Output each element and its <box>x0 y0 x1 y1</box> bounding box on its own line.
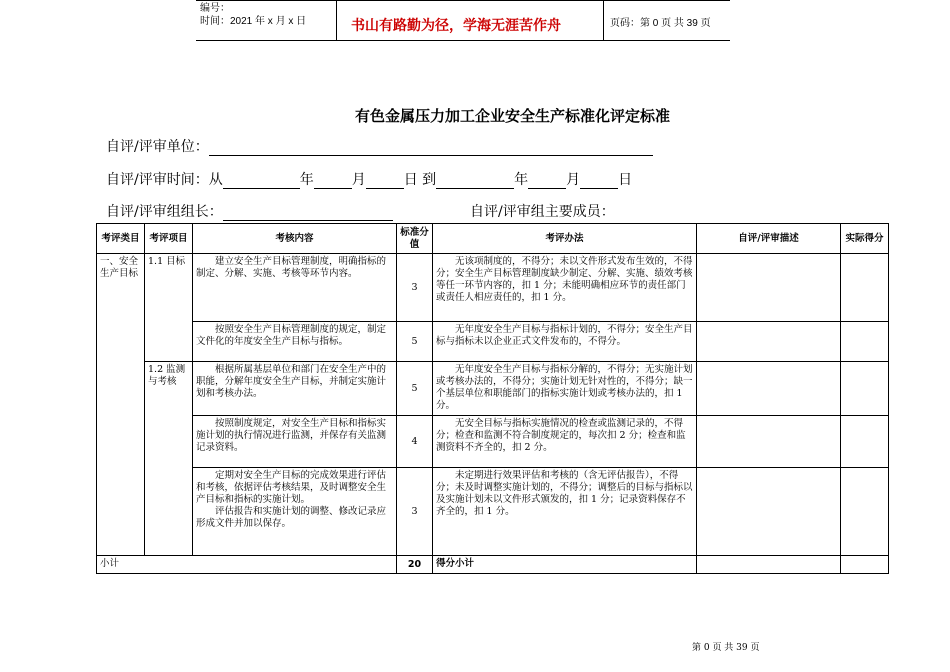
time-to-month-blank[interactable] <box>528 172 566 189</box>
header-content: 考核内容 <box>193 224 397 254</box>
desc-cell[interactable] <box>697 254 841 322</box>
method-cell: 无安全目标与指标实施情况的检查或监测记录的，不得分；检查和监测不符合制度规定的，每次扣 2 分；检查和监测资料不齐全的，扣 2 分。 <box>433 416 697 468</box>
header-item: 考评项目 <box>145 224 193 254</box>
document-title: 有色金属压力加工企业安全生产标准化评定标准 <box>355 107 671 125</box>
header-code: 编号： <box>200 3 230 14</box>
content-cell: 建立安全生产目标管理制度，明确指标的制定、分解、实施、考核等环节内容。 <box>193 254 397 322</box>
members-label: 自评/评审组主要成员： <box>470 204 615 220</box>
subtotal-method: 得分小计 <box>433 556 697 574</box>
subtotal-desc[interactable] <box>697 556 841 574</box>
content-cell: 按照制度规定，对安全生产目标和指标实施计划的执行情况进行监测，并保存有关监测记录资料。 <box>193 416 397 468</box>
header-score: 标准分值 <box>397 224 433 254</box>
item-cell-2: 1.2 监测与考核 <box>145 362 193 556</box>
time-year2: 年 <box>514 172 529 188</box>
unit-blank[interactable] <box>209 139 653 156</box>
unit-line <box>106 138 653 156</box>
time-label: 自评/评审时间：从 <box>106 172 223 188</box>
header-motto: 书山有路勤为径，学海无涯苦作舟 <box>351 18 561 34</box>
time-line <box>106 171 632 189</box>
method-cell: 无年度安全生产目标与指标分解的，不得分；无实施计划或考核办法的，不得分；实施计划无针对性的，不得分；缺一个基层单位和职能部门的指标实施计划或考核办法的，扣 1 分。 <box>433 362 697 416</box>
desc-cell[interactable] <box>697 322 841 362</box>
score-cell: 4 <box>397 416 433 468</box>
score-cell: 3 <box>397 254 433 322</box>
content-text-2: 评估报告和实施计划的调整、修改记录应形成文件并加以保存。 <box>196 506 387 529</box>
content-cell: 按照安全生产目标管理制度的规定，制定文件化的年度安全生产目标与指标。 <box>193 322 397 362</box>
footer-page: 第 0 页 共 39 页 <box>692 643 760 653</box>
subtotal-score: 20 <box>397 556 433 574</box>
leader-label: 自评/评审组组长： <box>106 204 223 220</box>
subtotal-label: 小计 <box>97 556 397 574</box>
table-row <box>97 468 889 556</box>
category-cell: 一、安全生产目标 <box>97 254 145 556</box>
members-line <box>470 203 615 221</box>
time-month1: 月 <box>351 172 366 188</box>
time-from-day-blank[interactable] <box>366 172 404 189</box>
actual-cell[interactable] <box>841 322 889 362</box>
unit-label: 自评/评审单位： <box>106 139 209 155</box>
time-to-day-blank[interactable] <box>580 172 618 189</box>
header-page: 页码：第 0 页 共 39 页 <box>610 18 711 29</box>
time-from-year-blank[interactable] <box>223 172 300 189</box>
score-cell: 5 <box>397 362 433 416</box>
header-top-line <box>196 0 730 1</box>
header-desc: 自评/评审描述 <box>697 224 841 254</box>
time-day1: 日 <box>403 172 418 188</box>
item-cell-1: 1.1 目标 <box>145 254 193 362</box>
score-cell: 3 <box>397 468 433 556</box>
header-time: 时间：2021 年 x 月 x 日 <box>200 16 307 27</box>
score-cell: 5 <box>397 322 433 362</box>
header-divider-left <box>336 0 337 40</box>
time-day2: 日 <box>618 172 633 188</box>
time-month2: 月 <box>566 172 581 188</box>
header-method: 考评办法 <box>433 224 697 254</box>
time-year1: 年 <box>299 172 314 188</box>
actual-cell[interactable] <box>841 254 889 322</box>
actual-cell[interactable] <box>841 468 889 556</box>
method-cell: 未定期进行效果评估和考核的（含无评估报告），不得分；未及时调整实施计划的，不得分；调整后的目标与指标以及实施计划未以文件形式颁发的，扣 1 分；记录资料保存不齐全的，扣 1 分。 <box>433 468 697 556</box>
content-cell <box>193 468 397 556</box>
leader-line <box>106 203 393 221</box>
time-to-year-blank[interactable] <box>436 172 514 189</box>
content-text-1: 定期对安全生产目标的完成效果进行评估和考核，依据评估考核结果，及时调整安全生产目标和指标的实施计划。 <box>196 470 387 505</box>
table-row <box>97 322 889 362</box>
desc-cell[interactable] <box>697 362 841 416</box>
desc-cell[interactable] <box>697 416 841 468</box>
subtotal-actual[interactable] <box>841 556 889 574</box>
actual-cell[interactable] <box>841 362 889 416</box>
table-row <box>97 416 889 468</box>
content-cell: 根据所属基层单位和部门在安全生产中的职能，分解年度安全生产目标，并制定实施计划和考核办法。 <box>193 362 397 416</box>
table-row <box>97 362 889 416</box>
time-from-month-blank[interactable] <box>314 172 352 189</box>
desc-cell[interactable] <box>697 468 841 556</box>
table-header-row <box>97 224 889 254</box>
method-cell: 无该项制度的，不得分；未以文件形式发布生效的，不得分；安全生产目标管理制度缺少制定、分解、实施、绩效考核等任一环节内容的，扣 1 分；未能明确相应环节的责任部门或责任人相应责任的，扣 1 分。 <box>433 254 697 322</box>
evaluation-table <box>96 223 889 574</box>
table-row <box>97 254 889 322</box>
header-bottom-line <box>196 40 730 41</box>
actual-cell[interactable] <box>841 416 889 468</box>
leader-blank[interactable] <box>223 204 393 221</box>
subtotal-row <box>97 556 889 574</box>
method-cell: 无年度安全生产目标与指标计划的，不得分；安全生产目标与指标未以企业正式文件发布的，不得分。 <box>433 322 697 362</box>
time-to: 到 <box>422 172 437 188</box>
header-divider-right <box>603 0 604 40</box>
header-category: 考评类目 <box>97 224 145 254</box>
header-actual: 实际得分 <box>841 224 889 254</box>
